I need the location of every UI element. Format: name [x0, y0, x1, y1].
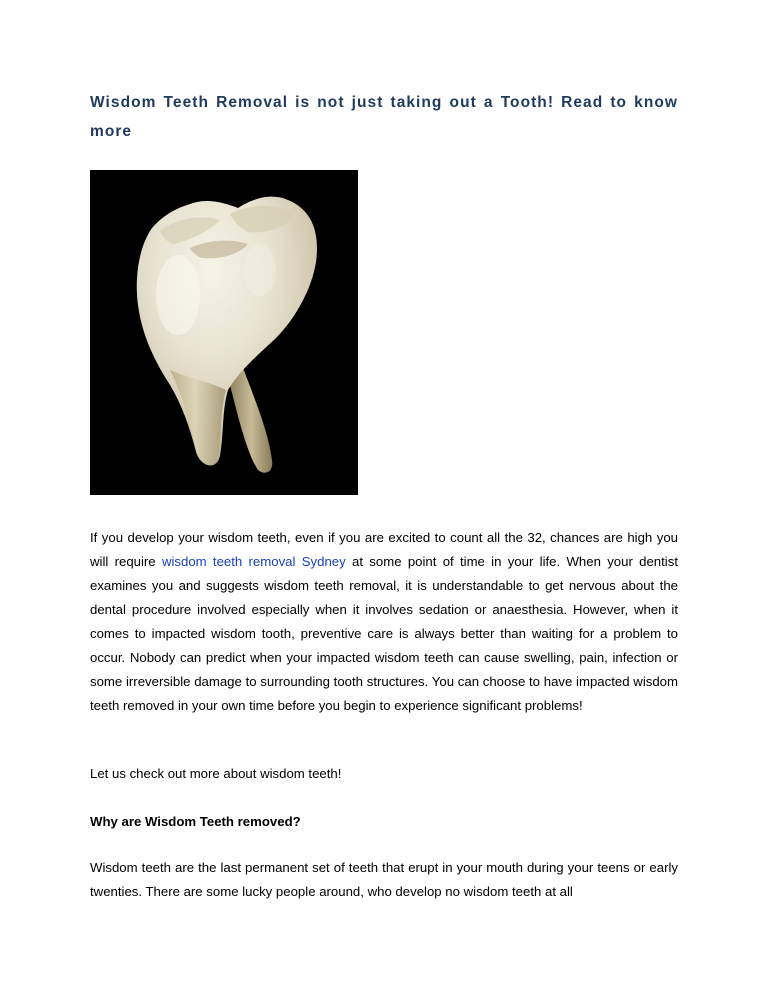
tooth-photo-icon	[90, 170, 358, 495]
wisdom-teeth-removal-link[interactable]: wisdom teeth removal Sydney	[161, 554, 346, 569]
tooth-photo	[90, 170, 358, 495]
intro-paragraph	[90, 526, 678, 718]
intro-text-end: at some point of time in your life. When your dentist examines you and suggests wisdom teeth removal, it is understandable to get nervous about the dental procedure involved especially when it involves sedation or anaesthesia. However, when it comes to impacted wisdom tooth, preventive care is always better than waiting for a problem to occur. Nobody can predict when your impacted wisdom teeth can cause swelling, pain, infection or some irreversible damage to surrounding tooth structures. You can choose to have impacted wisdom teeth removed in your own time before you begin to experience significant problems!	[90, 554, 678, 713]
section-paragraph: Wisdom teeth are the last permanent set of teeth that erupt in your mouth during your teens or early twenties. There are some lucky people around, who develop no wisdom teeth at all	[90, 860, 678, 899]
section-heading: Why are Wisdom Teeth removed?	[90, 814, 301, 829]
lead-in-paragraph: Let us check out more about wisdom teeth!	[90, 766, 342, 781]
document-title: Wisdom Teeth Removal is not just taking out a Tooth! Read to know more	[90, 94, 678, 140]
intro-text-start: If you develop your wisdom teeth, even if you are excited to count all the 32, chances are high you will require	[90, 530, 678, 569]
